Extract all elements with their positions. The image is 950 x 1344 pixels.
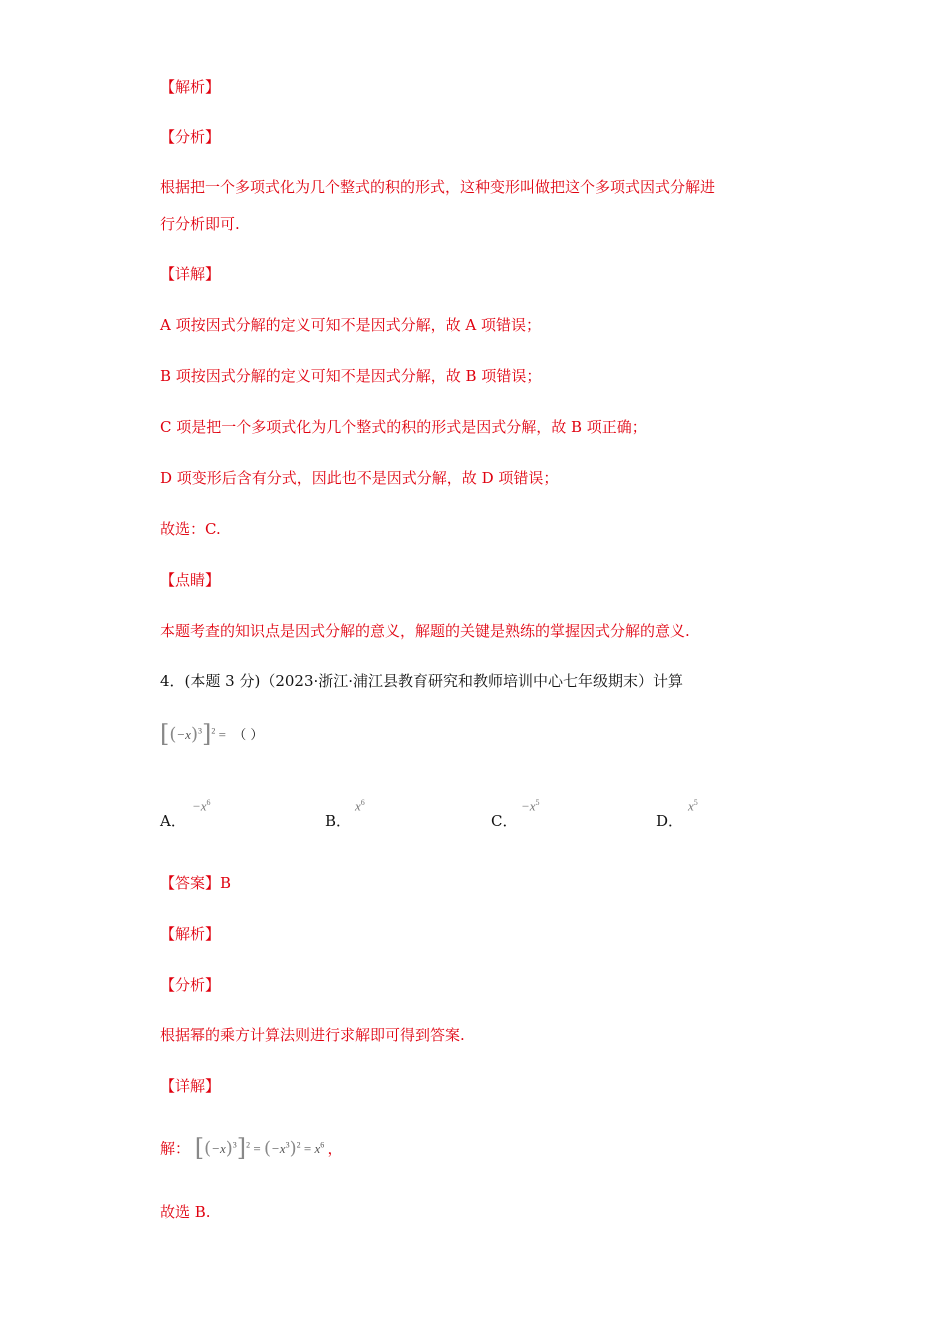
solution-line: 解： $[(-x)^3]^2 = (-x^3)^2 = x^6$ ，	[160, 1134, 343, 1163]
expression-formula: $[(-x)^3]^2$ =	[160, 720, 226, 749]
section-jiexi-label: 【解析】	[160, 78, 221, 96]
section-xiangjie-label: 【详解】	[160, 265, 221, 283]
q4-analysis-text: 根据幂的乘方计算法则进行求解即可得到答案.	[160, 1026, 465, 1044]
detail-option-c: C 项是把一个多项式化为几个整式的积的形式是因式分解，故 B 项正确；	[160, 418, 647, 436]
analysis-text-line-1: 根据把一个多项式化为几个整式的积的形式，这种变形叫做把这个多项式因式分解进	[160, 178, 716, 196]
solution-formula: $[(-x)^3]^2 = (-x^3)^2 = x^6$	[194, 1134, 325, 1163]
q4-fenxi-label: 【分析】	[160, 976, 221, 994]
detail-option-b: B 项按因式分解的定义可知不是因式分解，故 B 项错误；	[160, 367, 542, 385]
section-dianjing-label: 【点睛】	[160, 571, 221, 589]
question-4-expression	[160, 720, 264, 749]
option-a-label: A．	[160, 812, 186, 830]
detail-option-a: A 项按因式分解的定义可知不是因式分解，故 A 项错误；	[160, 316, 541, 334]
choose-answer: 故选：C.	[160, 520, 221, 538]
q4-jiexi-label: 【解析】	[160, 925, 221, 943]
detail-option-d: D 项变形后含有分式，因此也不是因式分解，故 D 项错误；	[160, 469, 559, 487]
comment-text: 本题考查的知识点是因式分解的意义，解题的关键是熟练的掌握因式分解的意义.	[160, 622, 690, 640]
question-4-header: 4．(本题 3 分)（2023·浙江·浦江县教育研究和教师培训中心七年级期末）计算	[160, 672, 684, 690]
option-d-math: $x^5$	[688, 798, 698, 814]
option-b-math: $x^6$	[355, 798, 365, 814]
q4-xiangjie-label: 【详解】	[160, 1077, 221, 1095]
option-a-math: $-x^6$	[192, 798, 211, 814]
q4-choose-answer: 故选 B.	[160, 1203, 211, 1221]
option-b-label: B．	[325, 812, 352, 830]
answer-blank: （ ）	[233, 728, 264, 744]
analysis-text-line-2: 行分析即可.	[160, 215, 240, 233]
section-fenxi-label: 【分析】	[160, 128, 221, 146]
option-c-label: C．	[491, 812, 518, 830]
option-c-math: $-x^5$	[521, 798, 540, 814]
answer-label: 【答案】B	[160, 874, 232, 892]
option-d-label: D．	[656, 812, 684, 830]
